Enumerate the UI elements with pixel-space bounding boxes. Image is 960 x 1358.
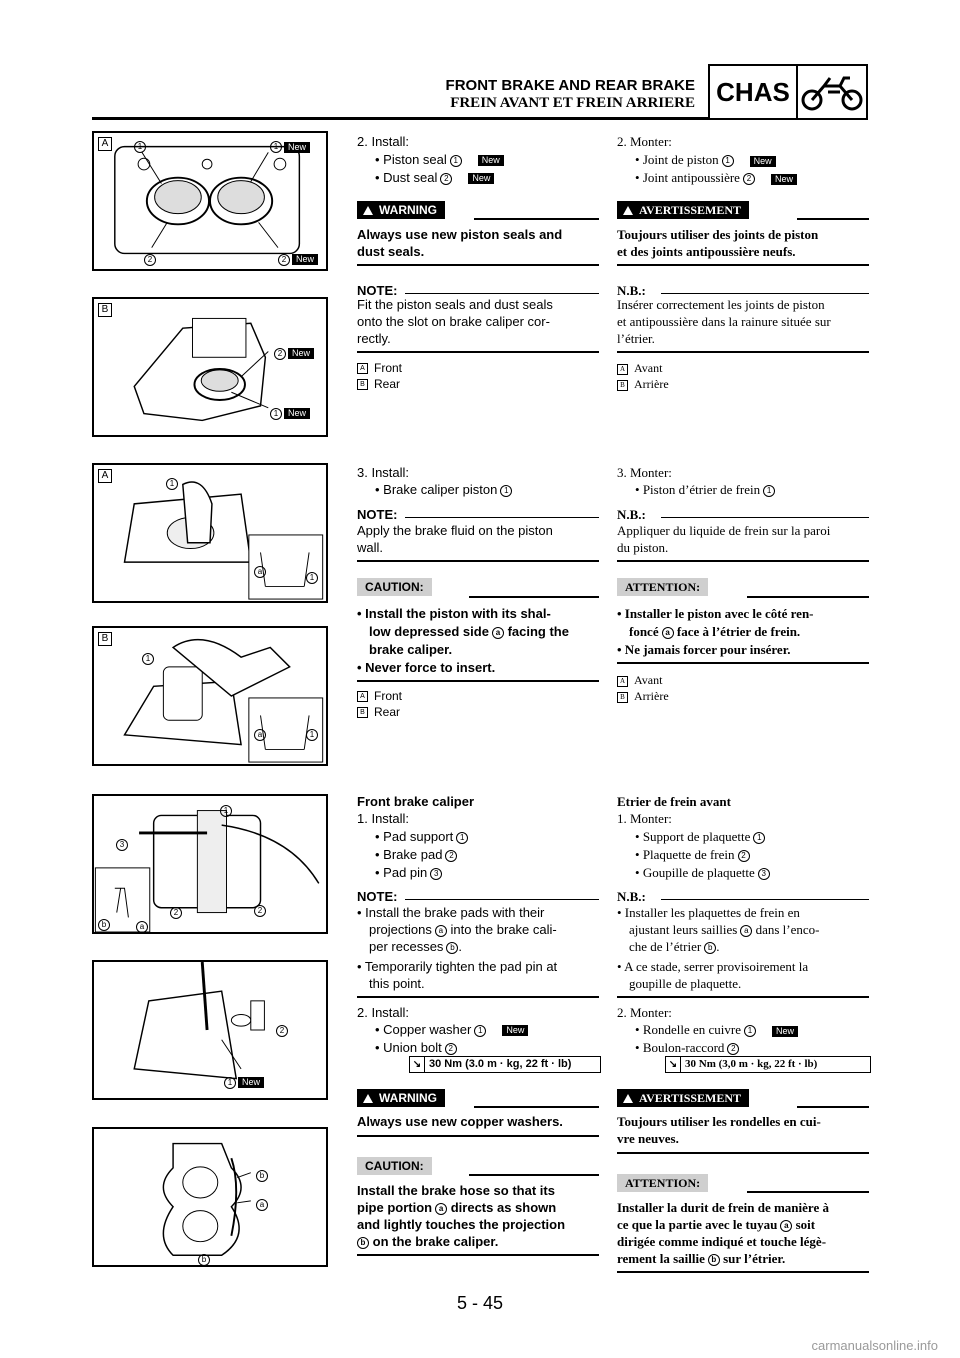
warning-badge-fr: AVERTISSEMENT [617, 201, 749, 219]
header-title-en: FRONT BRAKE AND REAR BRAKE [445, 77, 695, 94]
callout-b: b [256, 1167, 268, 1185]
warning-badge: WARNING [357, 201, 445, 219]
callout-a: a [254, 563, 266, 581]
watermark: carmanualsonline.info [811, 1338, 938, 1353]
figure-union-bolt-install [92, 960, 328, 1100]
legend-front: A Front [357, 360, 402, 377]
callout-a: a [136, 918, 148, 934]
warning-text: Always use new piston seals and [357, 227, 563, 242]
torque-wrench-icon: ↘ [410, 1057, 425, 1072]
step-3-install: 3. Install: [357, 465, 410, 480]
callout-2-new: 2 New [274, 345, 314, 363]
callout-a: a [256, 1196, 268, 1214]
french-column: 2. Monter: • Joint de piston 1 New • Joint antipoussière 2 New AVERTISSEMENT Toujours utiliser des joints de piston et des joints antipoussière neufs. N.B.: Insérer correctement les joints de piston et antipoussière dans la rainure située sur l’étrier. A Avant B Arrière 3. Monter: • Piston d’étrier de frein 1 N.B.: Appliquer du liquide de frein sur la paroi du piston. ATTENTION: • Installer le piston avec le côté ren- foncé a face à l’étrier de frein. • Ne jamais forcer pour insérer. A Avant B Arrière Etrier de frein avant 1. Monter: • Support de plaquette 1 • Plaquette de frein 2 • Goupille de plaquette 3 N.B.: • Installer les plaquettes de frein en ajustant leurs saillies a dans l’enco- che de l’étrier b . • A ce stade, serrer provisoirement la goupille de plaquette. 2. Monter: • Rondelle en cuivre 1 New • Boulon-raccord 2 ↘ 30 Nm (3,0 m · kg, 22 ft · lb) AVERTISSEMENT Toujours utiliser les rondelles en cui- vre neuves. ATTENTION: Installer la durit de frein de manière à ce que la partie avec le tuyau a soit dirigée comme indiqué et touche légè- rement la saillie b sur l’étrier. [617, 0, 869, 1358]
figure-label-b: B [98, 303, 112, 317]
callout-2: 2 [254, 902, 266, 920]
warning-icon [623, 1094, 633, 1103]
step-2-install: 2. Install: [357, 134, 410, 149]
torque-spec-fr: ↘ 30 Nm (3,0 m · kg, 22 ft · lb) [665, 1056, 871, 1073]
heading-front-brake-caliper: Front brake caliper [357, 794, 475, 809]
item-brake-caliper-piston: • Brake caliper piston 1 [375, 481, 512, 498]
figure-label-a: A [98, 469, 112, 483]
callout-1: 1 [134, 141, 146, 153]
english-column: 2. Install: • Piston seal 1 New • Dust seal 2 New WARNING Always use new piston seals and dust seals. NOTE: Fit the piston seals and dust seals onto the slot on brake caliper cor- rectly. A Front B Rear 3. Install: • Brake caliper piston 1 NOTE: Apply the brake fluid on the piston wall. CAUTION: • Install the piston with its shal- low depressed side a facing the brake caliper. • Never force to insert. A Front B Rear Front brake caliper 1. Install: • Pad support 1 • Brake pad 2 • Pad pin 3 NOTE: • Install the brake pads with their projections a into the brake cali- per recesses b . • Temporarily tighten the pad pin at this point. 2. Install: • Copper washer 1 New • Union bolt 2 ↘ 30 Nm (3.0 m · kg, 22 ft · lb) WARNING Always use new copper washers. CAUTION: Install the brake hose so that its pipe portion a directs as shown and lightly touches the projection b on the brake caliper. [357, 0, 599, 1358]
warning-badge: WARNING [357, 1089, 445, 1107]
item-piston-seal: • Piston seal 1 New [375, 151, 504, 168]
callout-1: 1 [166, 475, 178, 493]
callout-1-new: 1 New [224, 1074, 264, 1092]
figure-label-a: A [98, 137, 112, 151]
header-title-fr: FREIN AVANT ET FREIN ARRIERE [450, 95, 695, 111]
callout-b: b [98, 916, 110, 934]
figure-caliper-rear-seals [92, 297, 328, 437]
callout-3: 3 [116, 836, 128, 854]
legend-front: A Front [357, 688, 402, 705]
page-number: 5 - 45 [456, 1293, 504, 1313]
callout-1: 1 [220, 802, 232, 820]
section-label: CHAS [710, 66, 798, 118]
warning-icon [363, 1094, 373, 1103]
torque-spec: ↘ 30 Nm (3.0 m · kg, 22 ft · lb) [409, 1056, 601, 1073]
caution-badge: CAUTION: [357, 1157, 432, 1175]
note-label: NOTE: [357, 283, 398, 298]
figure-brake-hose-position [92, 1127, 328, 1267]
callout-1: 1 [306, 569, 318, 587]
figure-piston-install-front [92, 463, 328, 603]
callout-1-new: 1 New [270, 141, 310, 153]
callout-2: 2 [170, 904, 182, 922]
callout-1: 1 [306, 726, 318, 744]
warning-icon [623, 206, 633, 215]
figure-piston-install-rear [92, 626, 328, 766]
callout-b: b [198, 1251, 210, 1267]
caution-badge: CAUTION: [357, 578, 432, 596]
figure-caliper-front-seals [92, 131, 328, 271]
torque-wrench-icon: ↘ [666, 1057, 681, 1072]
legend-rear: B Rear [357, 376, 400, 393]
warning-icon [363, 206, 373, 215]
callout-2-new: 2 New [278, 251, 318, 269]
callout-1: 1 [142, 650, 154, 668]
callout-1-new: 1 New [270, 405, 310, 423]
callout-a: a [254, 726, 266, 744]
figure-label-b: B [98, 632, 112, 646]
item-dust-seal: • Dust seal 2 New [375, 169, 494, 186]
callout-2: 2 [144, 251, 156, 269]
callout-2: 2 [276, 1022, 288, 1040]
figure-brake-pad-install [92, 794, 328, 934]
legend-rear: B Rear [357, 704, 400, 721]
